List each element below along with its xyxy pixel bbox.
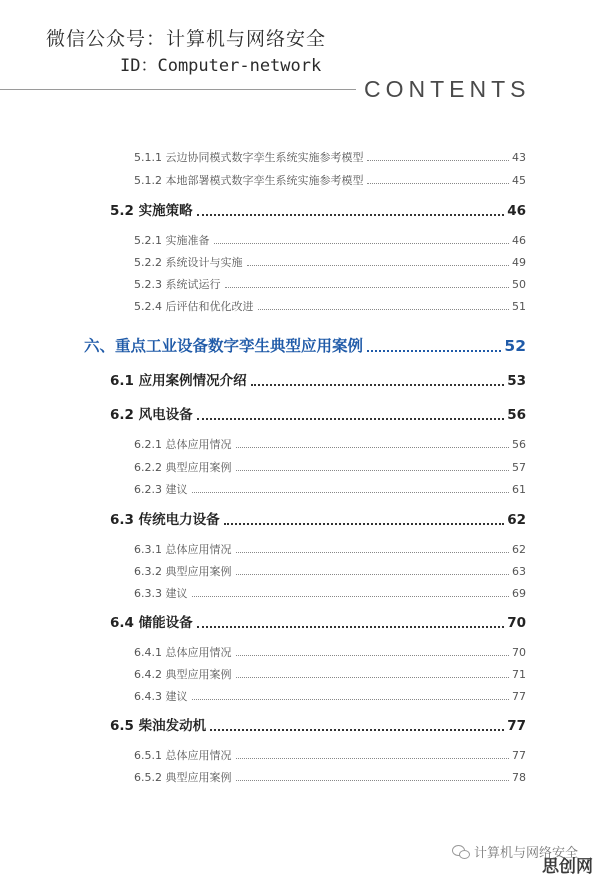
dot-leader [367, 350, 501, 352]
toc-page-number: 53 [507, 373, 526, 389]
toc-page-number: 52 [504, 337, 526, 355]
toc-entry-title: 6.5 柴油发动机 [110, 718, 207, 734]
dot-leader [236, 574, 510, 575]
toc-subsection[interactable] [134, 563, 526, 579]
toc-page-number: 49 [512, 256, 526, 269]
toc-page-number: 78 [512, 771, 526, 784]
toc-subsection[interactable] [134, 541, 526, 557]
toc-page-number: 56 [512, 438, 526, 451]
toc-subsection[interactable] [134, 688, 526, 704]
dot-leader [197, 418, 505, 420]
toc-subsection[interactable] [134, 644, 526, 660]
toc-page-number: 61 [512, 483, 526, 496]
toc-subsection[interactable] [134, 747, 526, 763]
watermark-account-id: ID：Computer-network [120, 56, 322, 76]
toc-chapter[interactable] [84, 334, 526, 356]
toc-page-number: 77 [507, 718, 526, 734]
toc-subsection[interactable] [134, 298, 526, 314]
dot-leader [197, 214, 505, 216]
toc-page-number: 62 [512, 543, 526, 556]
toc-page-number: 62 [507, 512, 526, 528]
corner-logo: 思创网 [542, 857, 593, 877]
toc-page-number: 46 [507, 203, 526, 219]
toc-section[interactable] [110, 403, 526, 423]
toc-entry-title: 5.2.3 系统试运行 [134, 278, 221, 291]
toc-page-number: 69 [512, 587, 526, 600]
toc-page-number: 70 [512, 646, 526, 659]
toc-subsection[interactable] [134, 481, 526, 497]
dot-leader [214, 243, 510, 244]
toc-entry-title: 6.2.1 总体应用情况 [134, 438, 232, 451]
toc-page-number: 63 [512, 565, 526, 578]
toc-page-number: 43 [512, 151, 526, 164]
wechat-icon [452, 845, 470, 859]
toc-page-number: 51 [512, 300, 526, 313]
toc-page-number: 77 [512, 690, 526, 703]
toc-page-number: 57 [512, 461, 526, 474]
dot-leader [236, 780, 510, 781]
toc-section[interactable] [110, 714, 526, 734]
dot-leader [224, 523, 505, 525]
dot-leader [251, 384, 505, 386]
toc-entry-title: 6.3.3 建议 [134, 587, 188, 600]
dot-leader [236, 677, 510, 678]
toc-subsection[interactable] [134, 172, 526, 188]
dot-leader [192, 492, 510, 493]
toc-entry-title: 6.3.1 总体应用情况 [134, 543, 232, 556]
toc-page-number: 56 [507, 407, 526, 423]
dot-leader [197, 626, 505, 628]
toc-subsection[interactable] [134, 436, 526, 452]
toc-subsection[interactable] [134, 232, 526, 248]
toc-section[interactable] [110, 611, 526, 631]
toc-entry-title: 6.5.2 典型应用案例 [134, 771, 232, 784]
dot-leader [258, 309, 510, 310]
toc-entry-title: 6.2 风电设备 [110, 407, 193, 423]
toc-entry-title: 6.5.1 总体应用情况 [134, 749, 232, 762]
toc-entry-title: 6.4.1 总体应用情况 [134, 646, 232, 659]
watermark-account-name: 微信公众号：计算机与网络安全 [46, 28, 327, 50]
dot-leader [225, 287, 510, 288]
toc-page-number: 45 [512, 174, 526, 187]
toc-entry-title: 6.1 应用案例情况介绍 [110, 373, 247, 389]
toc-section[interactable] [110, 508, 526, 528]
toc-subsection[interactable] [134, 585, 526, 601]
toc-entry-title: 5.1.2 本地部署模式数字孪生系统实施参考模型 [134, 174, 364, 187]
dot-leader [236, 470, 510, 471]
toc-entry-title: 5.2.2 系统设计与实施 [134, 256, 243, 269]
toc-subsection[interactable] [134, 666, 526, 682]
dot-leader [236, 655, 510, 656]
dot-leader [192, 699, 510, 700]
toc-entry-title: 5.1.1 云边协同模式数字孪生系统实施参考模型 [134, 151, 364, 164]
footer-watermark-text: 计算机与网络安全 [474, 846, 579, 861]
toc-section[interactable] [110, 369, 526, 389]
dot-leader [192, 596, 510, 597]
dot-leader [247, 265, 510, 266]
toc-entry-title: 6.2.2 典型应用案例 [134, 461, 232, 474]
toc-page-number: 70 [507, 615, 526, 631]
toc-section[interactable] [110, 199, 526, 219]
toc-subsection[interactable] [134, 149, 526, 165]
contents-heading: CONTENTS [364, 76, 531, 102]
toc-entry-title: 6.4 储能设备 [110, 615, 193, 631]
toc-entry-title: 5.2.1 实施准备 [134, 234, 210, 247]
dot-leader [236, 552, 510, 553]
toc-entry-title: 6.2.3 建议 [134, 483, 188, 496]
toc-subsection[interactable] [134, 276, 526, 292]
dot-leader [210, 729, 504, 731]
dot-leader [236, 758, 510, 759]
toc-page-number: 50 [512, 278, 526, 291]
toc-page-number: 46 [512, 234, 526, 247]
toc-page-number: 71 [512, 668, 526, 681]
toc-entry-title: 六、重点工业设备数字孪生典型应用案例 [84, 337, 364, 355]
dot-leader [367, 183, 509, 184]
dot-leader [367, 160, 509, 161]
dot-leader [236, 447, 510, 448]
toc-subsection[interactable] [134, 254, 526, 270]
toc-entry-title: 5.2.4 后评估和优化改进 [134, 300, 254, 313]
toc-entry-title: 6.4.2 典型应用案例 [134, 668, 232, 681]
toc-entry-title: 5.2 实施策略 [110, 203, 193, 219]
toc-entry-title: 6.4.3 建议 [134, 690, 188, 703]
toc-page-number: 77 [512, 749, 526, 762]
toc-subsection[interactable] [134, 459, 526, 475]
toc-entry-title: 6.3 传统电力设备 [110, 512, 220, 528]
toc-entry-title: 6.3.2 典型应用案例 [134, 565, 232, 578]
toc-subsection[interactable] [134, 769, 526, 785]
